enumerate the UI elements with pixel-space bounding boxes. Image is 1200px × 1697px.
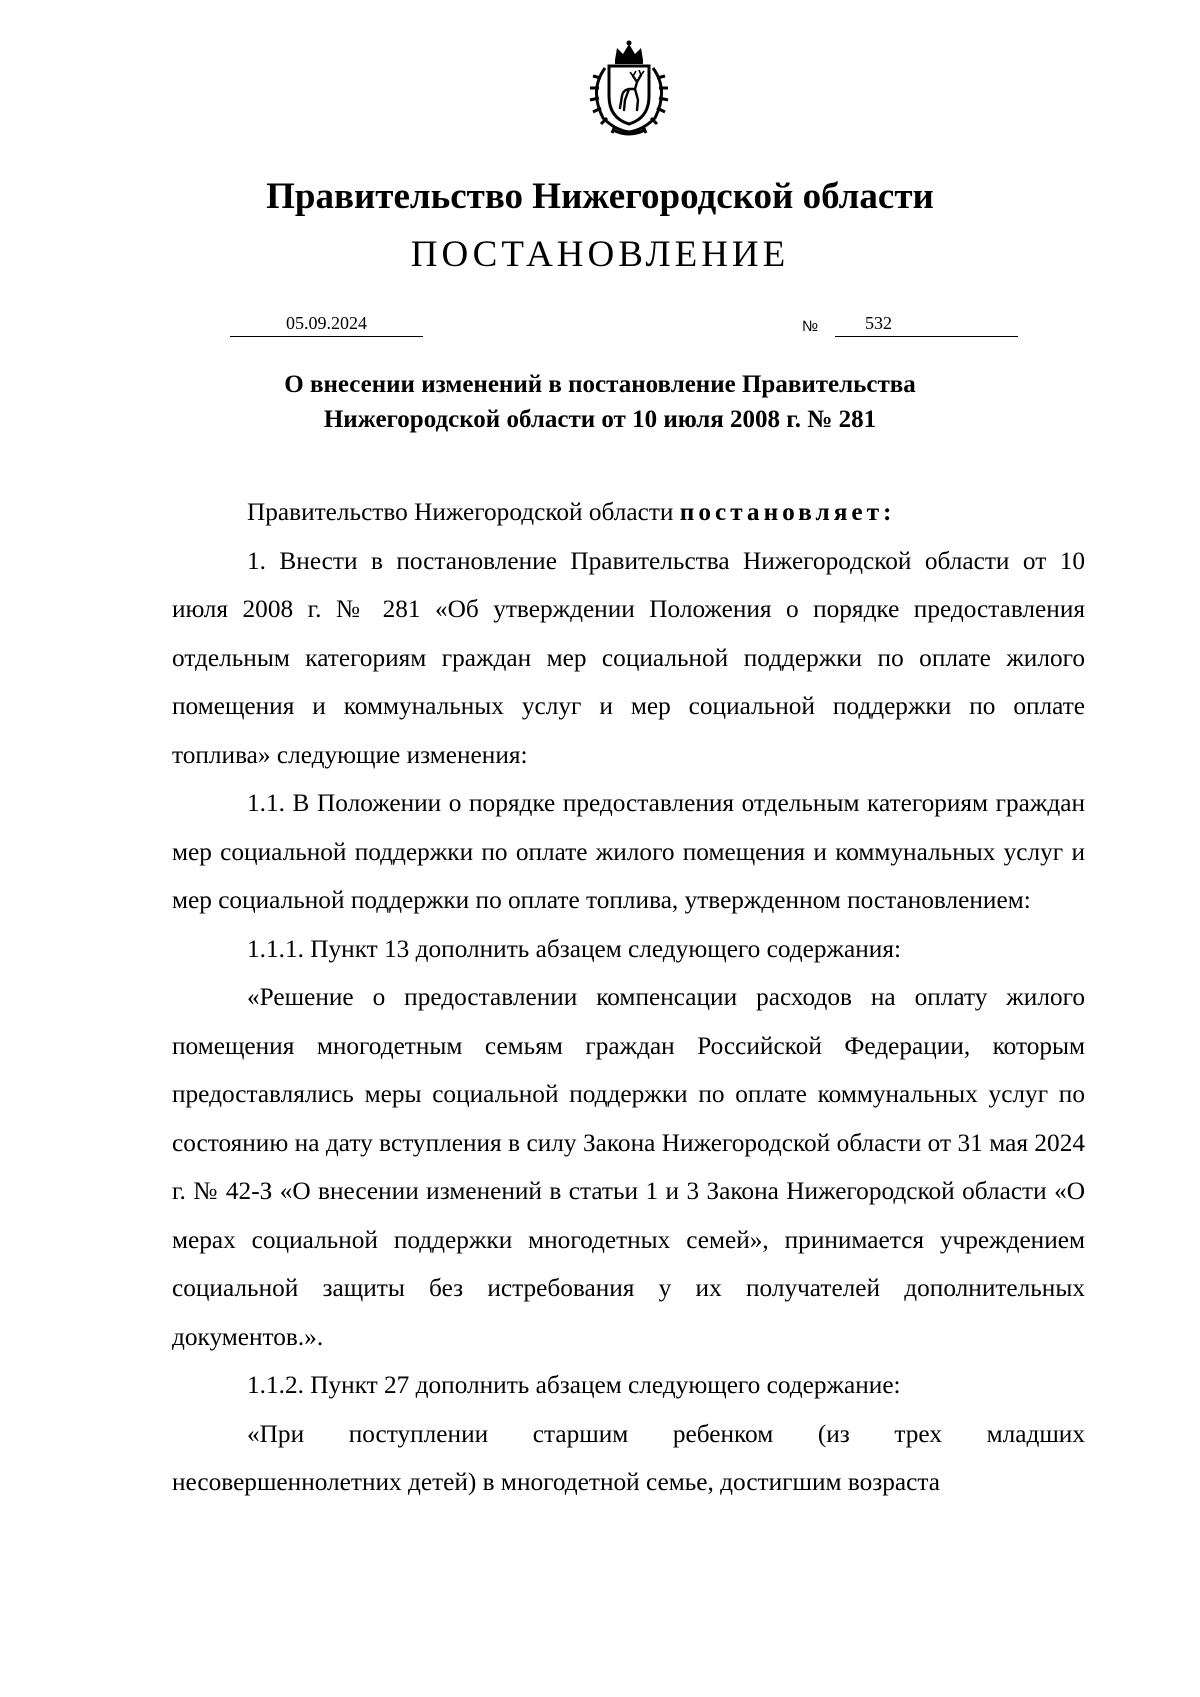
title-line-1: О внесении изменений в постановление Правительства	[284, 371, 916, 398]
document-date: 05.09.2024	[230, 310, 423, 337]
paragraph-1-1-1: 1.1.1. Пункт 13 дополнить абзацем следующего содержания:	[247, 934, 901, 963]
document-number-field	[835, 310, 1018, 337]
preamble-text: Правительство Нижегородской области	[247, 498, 674, 526]
document-title	[0, 367, 1200, 437]
preamble-paragraph	[172, 488, 1085, 537]
coat-of-arms-icon	[575, 38, 683, 138]
number-label: №	[802, 318, 819, 335]
document-number: 532	[865, 313, 892, 333]
title-line-2: Нижегородской области от 10 июля 2008 г. № 281	[323, 406, 877, 433]
paragraph-1-1: 1.1. В Положении о порядке предоставления отдельным категориям граждан мер социальной поддержки по оплате жилого помещения и коммунальных услуг и мер социальной поддержки по оплате топлива, утвержденном постановлением:	[172, 789, 1085, 914]
document-type: ПОСТАНОВЛЕНИЕ	[410, 234, 790, 275]
preamble-verb: постановляет:	[679, 498, 896, 526]
organization-name: Правительство Нижегородской области	[266, 176, 934, 217]
paragraph-1: 1. Внести в постановление Правительства Нижегородской области от 10 июля 2008 г. № 281 «Об утверждении Положения о порядке предоставления отдельным категориям граждан мер социальной поддержки по оплате жилого помещения и коммунальных услуг и мер социальной поддержки по оплате топлива» следующие изменения:	[172, 546, 1085, 769]
paragraph-1-1-2: 1.1.2. Пункт 27 дополнить абзацем следующего содержание:	[247, 1371, 901, 1399]
document-body	[172, 488, 1085, 1507]
paragraph-quote-2: «При поступлении старшим ребенком (из трех младших несовершеннолетних детей) в многодетной семье, достигшим возраста	[172, 1419, 1085, 1496]
paragraph-quote-1: «Решение о предоставлении компенсации расходов на оплату жилого помещения многодетным семьям граждан Российской Федерации, которым предоставлялись меры социальной поддержки по оплате коммунальных услуг по состоянию на дату вступления в силу Закона Нижегородской области от 31 мая 2024 г. № 42-З «О внесении изменений в статьи 1 и 3 Закона Нижегородской области «О мерах социальной поддержки многодетных семей», принимается учреждением социальной защиты без истребования у их получателей дополнительных документов.».	[172, 983, 1085, 1351]
